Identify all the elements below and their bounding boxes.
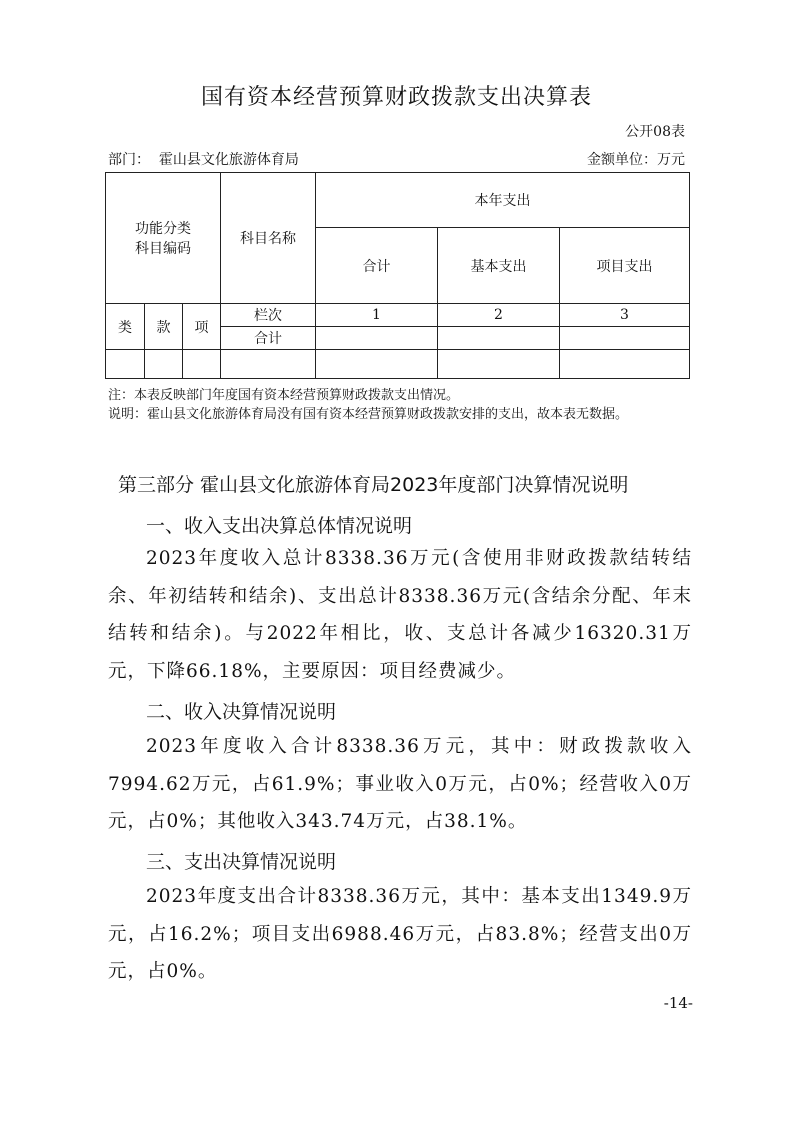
section3-text: 2023年度支出合计8338.36万元，其中：基本支出1349.9万元，占16.2%；项目支出6988.46万元，占83.8%；经营支出0万元，占0%。 — [108, 886, 692, 982]
empty-cell — [145, 350, 183, 379]
total-row-label: 合计 — [221, 327, 316, 350]
document-title: 国有资本经营预算财政拨款支出决算表 — [200, 85, 592, 110]
budget-table — [105, 172, 690, 379]
this-year-expense-header: 本年支出 — [316, 173, 690, 228]
basic-expense-column-header: 基本支出 — [438, 228, 560, 304]
empty-cell — [183, 350, 221, 379]
section2-text: 2023年度收入合计8338.36万元，其中：财政拨款收入7994.62万元，占61.9%；事业收入0万元，占0%；经营收入0万元，占0%；其他收入343.74万元，占38.1%。 — [108, 736, 692, 832]
page-number: -14- — [663, 994, 693, 1012]
table-note: 注：本表反映部门年度国有资本经营预算财政拨款支出情况。 — [108, 388, 460, 403]
table-explanation: 说明：霍山县文化旅游体育局没有国有资本经营预算财政拨款安排的支出，故本表无数据。 — [108, 407, 629, 422]
section3-paragraph — [108, 878, 692, 991]
subject-name-header: 科目名称 — [221, 173, 316, 304]
total-row-cell — [438, 327, 560, 350]
column-index-2: 2 — [438, 304, 560, 327]
section3-heading: 三、支出决算情况说明 — [146, 851, 337, 873]
empty-cell — [316, 350, 438, 379]
currency-unit: 金额单位：万元 — [587, 152, 685, 168]
function-code-header — [106, 173, 221, 304]
section2-heading: 二、收入决算情况说明 — [146, 701, 337, 723]
function-code-header-line1: 功能分类 — [135, 221, 191, 237]
total-row-cell — [316, 327, 438, 350]
category-xiang-header: 项 — [183, 304, 221, 350]
category-kuan-header: 款 — [145, 304, 183, 350]
section1-paragraph — [108, 540, 692, 690]
empty-cell — [560, 350, 690, 379]
function-code-header-line2: 科目编码 — [135, 241, 191, 257]
column-index-1: 1 — [316, 304, 438, 327]
section1-heading: 一、收入支出决算总体情况说明 — [146, 515, 413, 537]
department-name: 霍山县文化旅游体育局 — [158, 152, 299, 168]
category-lei-header: 类 — [106, 304, 145, 350]
column-index-3: 3 — [560, 304, 690, 327]
table-code: 公开08表 — [625, 124, 685, 140]
section1-text: 2023年度收入总计8338.36万元(含使用非财政拨款结转结余、年初结转和结余)、支出总计8338.36万元(含结余分配、年末结转和结余)。与2022年相比，收、支总计各减少16320.31万元，下降66.18%，主要原因：项目经费减少。 — [108, 548, 692, 682]
total-row-cell — [560, 327, 690, 350]
empty-cell — [438, 350, 560, 379]
column-index-label: 栏次 — [221, 304, 316, 327]
department-label — [108, 149, 299, 169]
part3-heading: 第三部分 霍山县文化旅游体育局2023年度部门决算情况说明 — [118, 474, 629, 496]
project-expense-column-header: 项目支出 — [560, 228, 690, 304]
empty-cell — [221, 350, 316, 379]
department-label-text: 部门： — [108, 152, 150, 168]
total-column-header: 合计 — [316, 228, 438, 304]
section2-paragraph — [108, 728, 692, 841]
empty-cell — [106, 350, 145, 379]
